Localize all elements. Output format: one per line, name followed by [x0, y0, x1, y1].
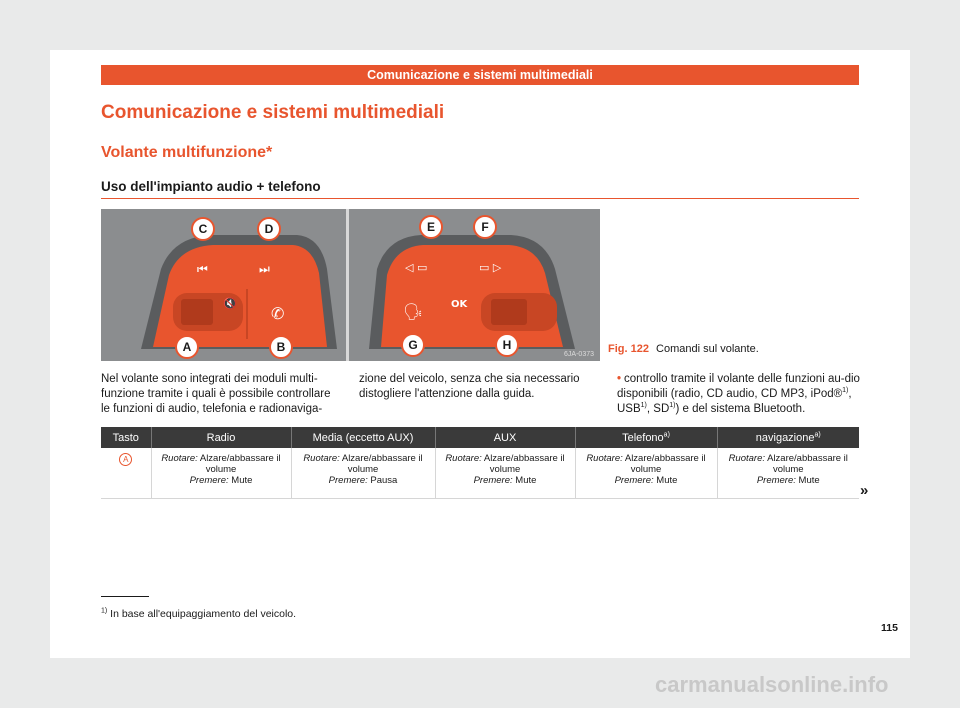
- chapter-band: Comunicazione e sistemi multimediali: [101, 65, 859, 85]
- menu-right-icon: ▭ ▷: [479, 261, 502, 274]
- voice-control-icon: 🗣: [403, 302, 424, 321]
- callout-e-label: E: [426, 220, 436, 234]
- page-number: 115: [881, 622, 898, 634]
- subsection-rule: [101, 198, 859, 199]
- body-text-1: Nel volante sono integrati dei moduli multi-funzione tramite i quali è possibile controllare le funzioni di audio, telefonia e radionaviga-: [101, 373, 331, 415]
- figure-code: 6JA-0373: [564, 351, 594, 358]
- bullet-icon: •: [617, 373, 622, 385]
- steering-controls-figure: [101, 209, 600, 361]
- figure-caption-text: Comandi sul volante.: [656, 343, 759, 355]
- controls-table: [101, 427, 859, 499]
- table-header: Tasto: [101, 427, 151, 448]
- table-header: Telefono$^{a)}$: [575, 427, 717, 448]
- callout-d-label: D: [264, 222, 274, 236]
- figure-number: Fig. 122: [608, 343, 649, 355]
- watermark: carmanualsonline.info: [655, 672, 889, 697]
- next-track-icon: ⏭: [259, 262, 270, 276]
- ok-wheel: [491, 299, 527, 325]
- chapter-title: Comunicazione e sistemi multimediali: [101, 102, 445, 123]
- bullet-item: • controllo tramite il volante delle funzioni au-dio disponibili (radio, CD audio, CD MP3, iPod®$^{1)}$, USB$^{1)}$, SD$^{1)}$) e del sistema Bluetooth.: [617, 373, 860, 415]
- mute-icon: 🔇: [223, 297, 237, 310]
- table-cell: Ruotare: Alzare/abbassare il volume Premere: Mute: [575, 448, 717, 499]
- callout-g-label: G: [408, 338, 418, 352]
- table-cell: Ruotare: Alzare/abbassare il volume Premere: Pausa: [291, 448, 435, 499]
- subsection-title: Uso dell'impianto audio + telefono: [101, 179, 321, 194]
- callout-f-label: F: [481, 220, 489, 234]
- table-cell: Ruotare: Alzare/abbassare il volume Premere: Mute: [717, 448, 859, 499]
- body-column-2: [359, 372, 599, 402]
- table-header: AUX: [435, 427, 575, 448]
- callout-c-label: C: [198, 222, 208, 236]
- body-column-3: [617, 372, 862, 417]
- table-header: Media (eccetto AUX): [291, 427, 435, 448]
- body-text-2: zione del veicolo, senza che sia necessario distogliere l'attenzione dalla guida.: [359, 373, 580, 400]
- phone-icon: ✆: [271, 304, 285, 323]
- manual-page: [50, 50, 910, 658]
- table-header: navigazione$^{a)}$: [717, 427, 859, 448]
- table-header: Radio: [151, 427, 291, 448]
- steering-illustration: [101, 209, 600, 361]
- menu-left-icon: ◁ ▭: [405, 261, 428, 274]
- volume-wheel: [181, 299, 213, 325]
- footnote-rule: [101, 596, 149, 597]
- section-title: Volante multifunzione*: [101, 144, 273, 161]
- ok-label: OK: [451, 299, 468, 310]
- callout-a-label: A: [182, 340, 192, 354]
- table-cell: Ruotare: Alzare/abbassare il volume Premere: Mute: [435, 448, 575, 499]
- table-cell-key: [101, 448, 151, 499]
- callout-h-label: H: [502, 338, 512, 352]
- figure-divider: [346, 209, 349, 361]
- previous-track-icon: ⏮: [197, 262, 208, 276]
- table-cell: Ruotare: Alzare/abbassare il volume Premere: Mute: [151, 448, 291, 499]
- continue-mark: »: [860, 482, 869, 499]
- table-row: [101, 448, 859, 499]
- key-badge: A: [119, 453, 132, 466]
- body-column-1: [101, 372, 341, 417]
- callout-b-label: B: [276, 340, 286, 354]
- footnote: $^{1)}$ In base all'equipaggiamento del veicolo.: [101, 607, 297, 620]
- figure-caption: [608, 343, 759, 355]
- table-header-row: [101, 427, 859, 448]
